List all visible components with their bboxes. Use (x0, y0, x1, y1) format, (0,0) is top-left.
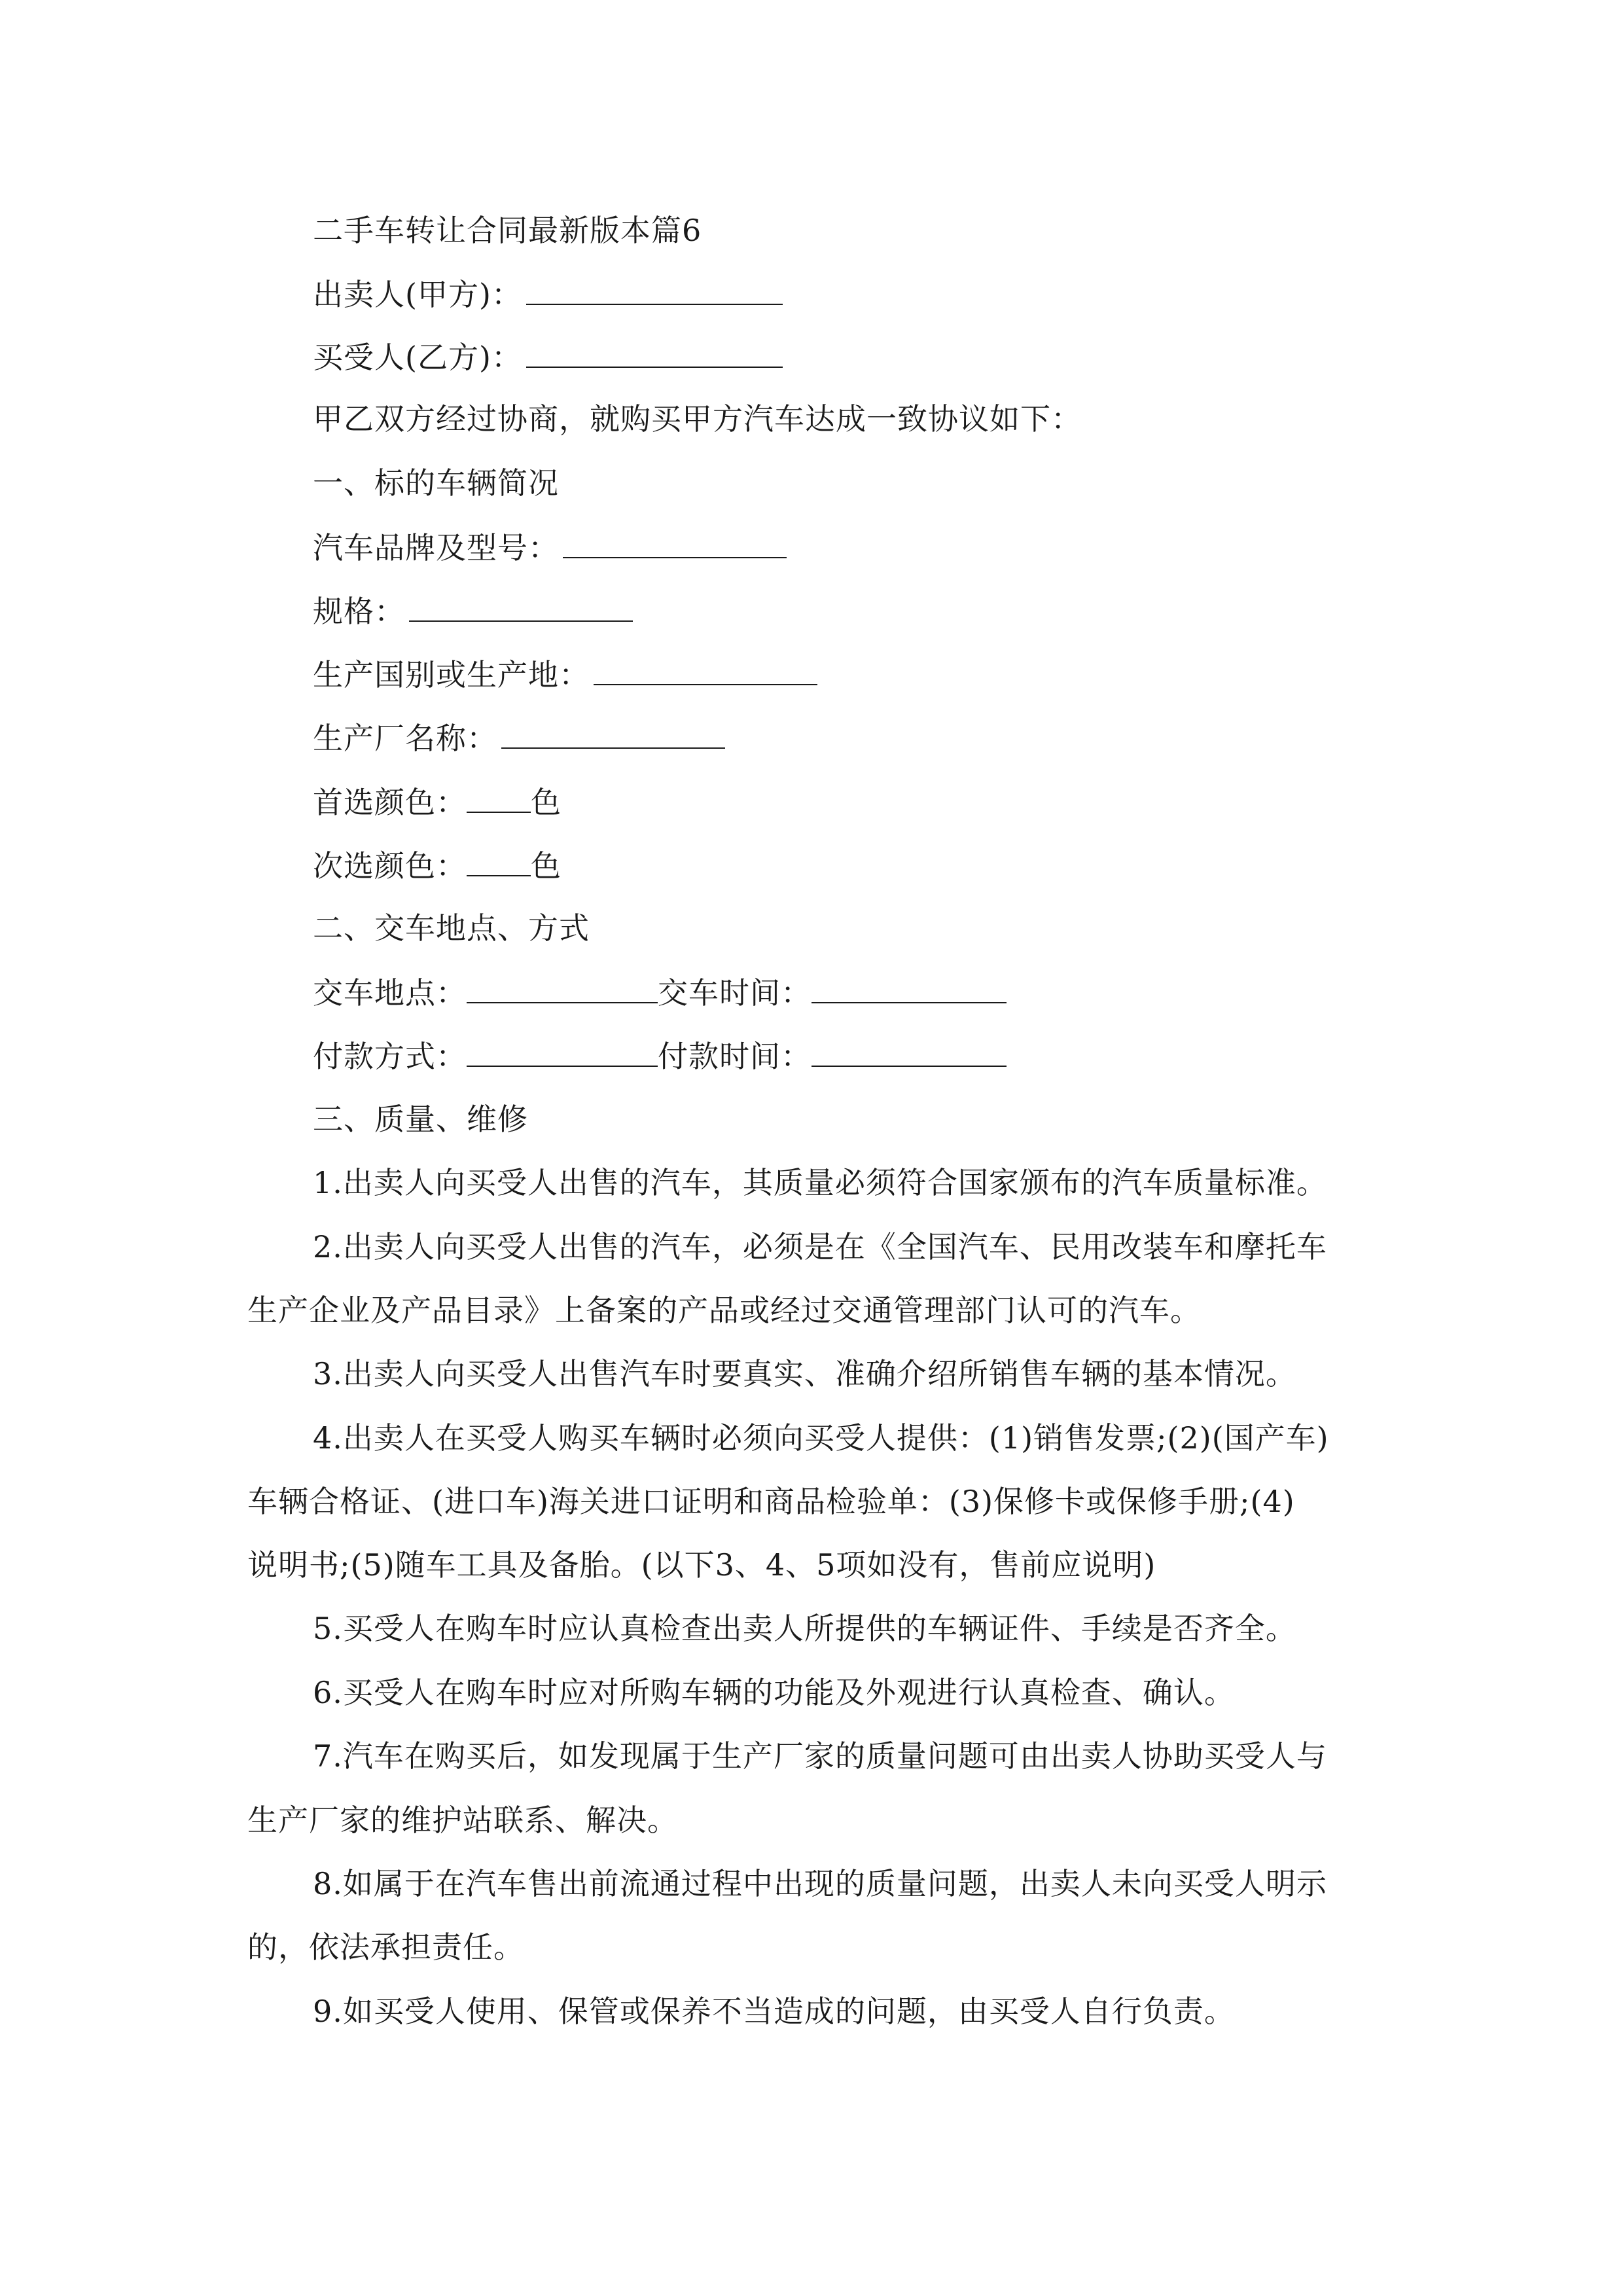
buyer-label: 买受人(乙方)： (313, 340, 522, 375)
payment-time-blank[interactable] (812, 1035, 1007, 1067)
section2-heading: 二、交车地点、方式 (313, 910, 590, 946)
clause-9: 9.如买受人使用、保管或保养不当造成的问题，由买受人自行负责。 (313, 1994, 1235, 2029)
seller-line (313, 274, 787, 314)
secondary-color-suffix: 色 (531, 848, 562, 884)
spec-label: 规格： (313, 594, 405, 629)
clause-5: 5.买受人在购车时应认真检查出卖人所提供的车辆证件、手续是否齐全。 (313, 1611, 1296, 1646)
brand-blank[interactable] (563, 527, 787, 558)
manufacturer-label: 生产厂名称： (313, 721, 497, 756)
primary-color-blank[interactable] (467, 781, 531, 813)
clause-7-line-1: 7.汽车在购买后，如发现属于生产厂家的质量问题可由出卖人协助买受人与 (313, 1738, 1327, 1774)
clause-3: 3.出卖人向买受人出售汽车时要真实、准确介绍所销售车辆的基本情况。 (313, 1356, 1296, 1391)
brand-label: 汽车品牌及型号： (313, 530, 559, 565)
clause-4-line-1: 4.出卖人在买受人购买车辆时必须向买受人提供：(1)销售发票;(2)(国产车) (313, 1420, 1329, 1456)
seller-blank[interactable] (526, 274, 783, 305)
seller-label: 出卖人(甲方)： (313, 277, 522, 312)
clause-2-line-1: 2.出卖人向买受人出售的汽车，必须是在《全国汽车、民用改装车和摩托车 (313, 1229, 1327, 1265)
origin-line (313, 654, 821, 694)
payment-time-label: 付款时间： (658, 1039, 812, 1074)
brand-line (313, 527, 791, 567)
payment-method-blank[interactable] (467, 1035, 658, 1067)
spec-blank[interactable] (409, 590, 633, 622)
spec-line (313, 590, 637, 631)
delivery-time-blank[interactable] (812, 972, 1007, 1003)
intro-paragraph: 甲乙双方经过协商，就购买甲方汽车达成一致协议如下： (313, 401, 1082, 437)
origin-blank[interactable] (594, 654, 817, 685)
section1-heading: 一、标的车辆简况 (313, 465, 559, 501)
clause-8-line-1: 8.如属于在汽车售出前流通过程中出现的质量问题，出卖人未向买受人明示 (313, 1866, 1327, 1901)
clause-8-line-2: 的，依法承担责任。 (247, 1929, 524, 1965)
section3-heading: 三、质量、维修 (313, 1102, 528, 1137)
secondary-color-label: 次选颜色： (313, 848, 467, 884)
payment-method-label: 付款方式： (313, 1039, 467, 1074)
buyer-line (313, 336, 787, 377)
primary-color-suffix: 色 (531, 785, 562, 820)
primary-color-label: 首选颜色： (313, 785, 467, 820)
clause-6: 6.买受人在购车时应对所购车辆的功能及外观进行认真检查、确认。 (313, 1675, 1235, 1710)
delivery-place-label: 交车地点： (313, 975, 467, 1011)
delivery-line (313, 972, 1010, 1013)
payment-line (313, 1035, 1010, 1076)
secondary-color-line (313, 845, 562, 886)
clause-1: 1.出卖人向买受人出售的汽车，其质量必须符合国家颁布的汽车质量标准。 (313, 1165, 1327, 1200)
delivery-time-label: 交车时间： (658, 975, 812, 1011)
clause-4-line-2: 车辆合格证、(进口车)海关进口证明和商品检验单：(3)保修卡或保修手册;(4) (247, 1484, 1295, 1519)
clause-2-line-2: 生产企业及产品目录》上备案的产品或经过交通管理部门认可的汽车。 (247, 1293, 1201, 1328)
manufacturer-blank[interactable] (501, 717, 725, 749)
origin-label: 生产国别或生产地： (313, 657, 590, 692)
buyer-blank[interactable] (526, 336, 783, 368)
clause-7-line-2: 生产厂家的维护站联系、解决。 (247, 1803, 678, 1838)
document-title: 二手车转让合同最新版本篇6 (313, 213, 702, 248)
primary-color-line (313, 781, 562, 822)
manufacturer-line (313, 717, 729, 758)
delivery-place-blank[interactable] (467, 972, 658, 1003)
secondary-color-blank[interactable] (467, 845, 531, 876)
clause-4-line-3: 说明书;(5)随车工具及备胎。(以下3、4、5项如没有，售前应说明) (247, 1547, 1156, 1583)
